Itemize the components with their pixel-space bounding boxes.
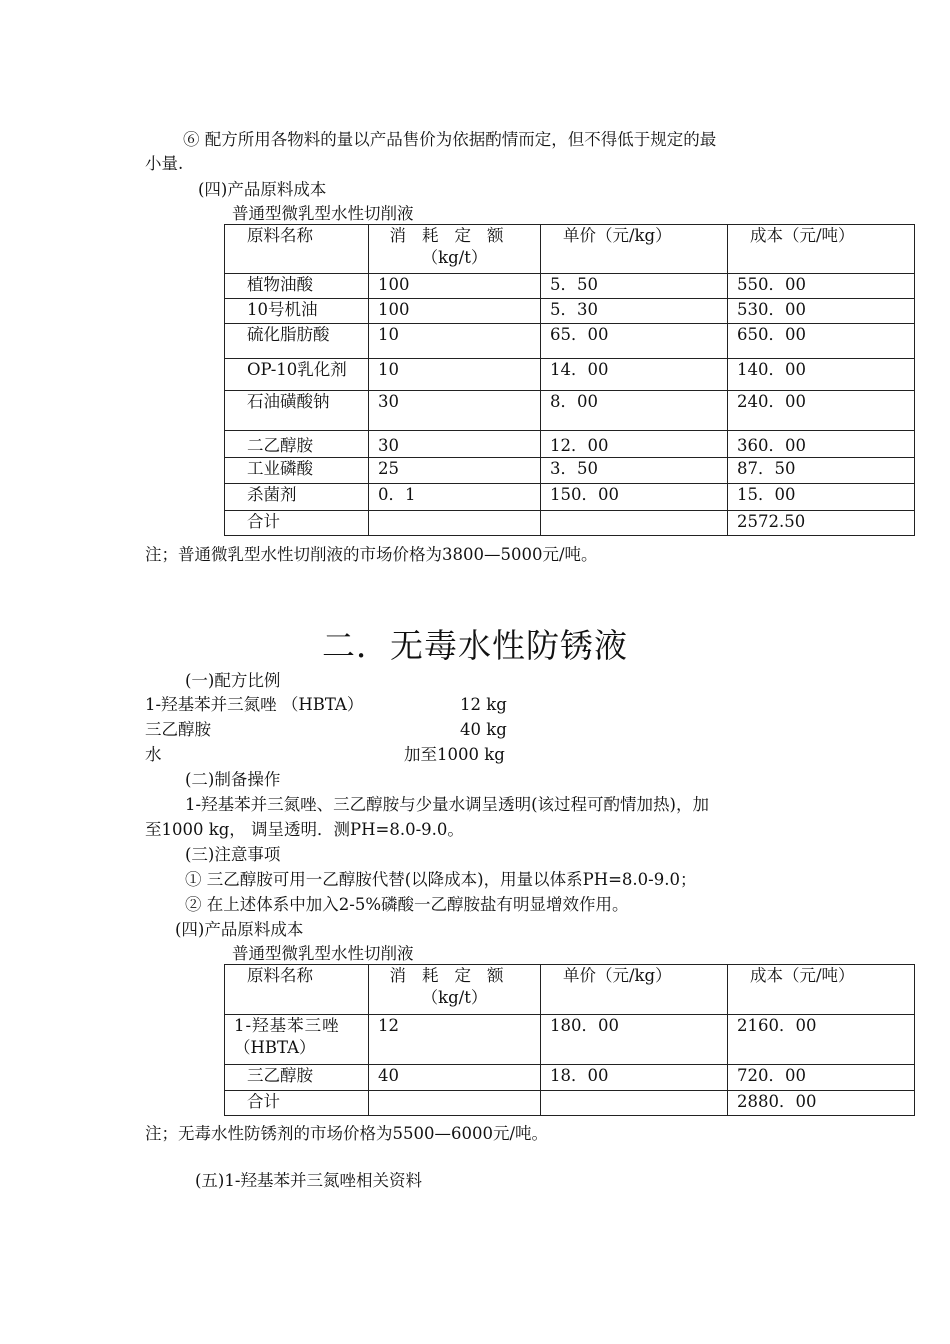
header-name: 原料名称 <box>225 225 369 274</box>
row-price: 18．00 <box>541 1065 728 1091</box>
row-name: 工业磷酸 <box>225 458 369 484</box>
row-qty <box>369 511 541 536</box>
row-qty: 25 <box>369 458 541 484</box>
row-price: 8．00 <box>541 391 728 431</box>
table-row <box>225 324 915 359</box>
row-qty: 30 <box>369 431 541 458</box>
heading-cost-1: (四)产品原料成本 <box>198 180 327 199</box>
cost-table-2 <box>224 964 915 1116</box>
table-row <box>225 484 915 511</box>
prep-line2: 至1000 kg， 调呈透明．测PH=8.0-9.0。 <box>145 820 464 839</box>
row-cost: 2880．00 <box>728 1091 915 1116</box>
row-cost: 140．00 <box>728 359 915 391</box>
row-cost: 87．50 <box>728 458 915 484</box>
row-cost: 550．00 <box>728 274 915 299</box>
header-qty <box>369 965 541 1015</box>
table-row <box>225 458 915 484</box>
table-header-row <box>225 965 915 1015</box>
notice-1: ① 三乙醇胺可用一乙醇胺代替(以降成本)，用量以体系PH=8.0-9.0； <box>185 870 697 889</box>
row-cost: 240．00 <box>728 391 915 431</box>
table-caption-1: 普通型微乳型水性切削液 <box>232 204 414 223</box>
row-price: 14．00 <box>541 359 728 391</box>
row-name: 硫化脂肪酸 <box>225 324 369 359</box>
table-row <box>225 299 915 324</box>
formula-amount-1: 12 kg <box>460 695 507 714</box>
heading-formula: (一)配方比例 <box>185 671 281 690</box>
row-qty: 10 <box>369 359 541 391</box>
table-row <box>225 274 915 299</box>
table-header-row <box>225 225 915 274</box>
row-price <box>541 511 728 536</box>
row-name: 植物油酸 <box>225 274 369 299</box>
formula-name-1: 1-羟基苯并三氮唑 （HBTA） <box>145 695 364 714</box>
heading-notice: (三)注意事项 <box>185 845 281 864</box>
header-qty <box>369 225 541 274</box>
row-qty: 30 <box>369 391 541 431</box>
header-cost: 成本（元/吨） <box>728 965 915 1015</box>
row-qty: 12 <box>369 1015 541 1065</box>
row-price: 150．00 <box>541 484 728 511</box>
table-row <box>225 391 915 431</box>
table-row-total <box>225 1091 915 1116</box>
row-cost: 360．00 <box>728 431 915 458</box>
row-name: 10号机油 <box>225 299 369 324</box>
header-qty-line2: （kg/t） <box>421 248 488 267</box>
row-name: 二乙醇胺 <box>225 431 369 458</box>
row-cost: 530．00 <box>728 299 915 324</box>
note-6-line2: 小量. <box>145 154 184 173</box>
header-cost: 成本（元/吨） <box>728 225 915 274</box>
row-name-line2: （HBTA） <box>234 1038 316 1057</box>
section-title: 二．无毒水性防锈液 <box>322 626 628 665</box>
prep-line1: 1-羟基苯并三氮唑、三乙醇胺与少量水调呈透明(该过程可酌情加热)，加 <box>185 795 709 814</box>
header-price: 单价（元/kg） <box>541 965 728 1015</box>
table-row <box>225 1015 915 1065</box>
row-name: 杀菌剂 <box>225 484 369 511</box>
table-row <box>225 359 915 391</box>
row-name: 三乙醇胺 <box>225 1065 369 1091</box>
note-6-line1: ⑥ 配方所用各物料的量以产品售价为依据酌情而定，但不得低于规定的最 <box>183 130 717 149</box>
row-qty: 100 <box>369 274 541 299</box>
row-price: 5．30 <box>541 299 728 324</box>
row-cost: 650．00 <box>728 324 915 359</box>
table-row-total <box>225 511 915 536</box>
table-row <box>225 1065 915 1091</box>
row-cost: 2160．00 <box>728 1015 915 1065</box>
row-name: OP-10乳化剂 <box>225 359 369 391</box>
row-cost: 720．00 <box>728 1065 915 1091</box>
row-qty: 40 <box>369 1065 541 1091</box>
row-qty: 0．1 <box>369 484 541 511</box>
footnote-2: 注；无毒水性防锈剂的市场价格为5500—6000元/吨。 <box>145 1124 549 1143</box>
row-name: 合计 <box>225 1091 369 1116</box>
formula-name-3: 水 <box>145 745 162 764</box>
heading-cost-2: (四)产品原料成本 <box>175 920 304 939</box>
row-price: 180．00 <box>541 1015 728 1065</box>
header-price: 单价（元/kg） <box>541 225 728 274</box>
table-caption-2: 普通型微乳型水性切削液 <box>232 944 414 963</box>
formula-name-2: 三乙醇胺 <box>145 720 211 739</box>
heading-prep: (二)制备操作 <box>185 770 281 789</box>
row-qty: 10 <box>369 324 541 359</box>
row-price: 5．50 <box>541 274 728 299</box>
heading-hbta-info: (五)1-羟基苯并三氮唑相关资料 <box>195 1171 422 1190</box>
header-qty-line2: （kg/t） <box>421 988 488 1007</box>
row-cost: 15．00 <box>728 484 915 511</box>
row-price: 65．00 <box>541 324 728 359</box>
row-cost: 2572.50 <box>728 511 915 536</box>
formula-amount-3: 加至1000 kg <box>404 745 505 764</box>
row-qty <box>369 1091 541 1116</box>
row-price: 3．50 <box>541 458 728 484</box>
row-price <box>541 1091 728 1116</box>
footnote-1: 注；普通微乳型水性切削液的市场价格为3800—5000元/吨。 <box>145 545 598 564</box>
row-name <box>225 1015 369 1065</box>
formula-amount-2: 40 kg <box>460 720 507 739</box>
header-qty-line1: 消耗定额 <box>389 966 520 985</box>
notice-2: ② 在上述体系中加入2-5%磷酸一乙醇胺盐有明显增效作用。 <box>185 895 629 914</box>
header-qty-line1: 消耗定额 <box>389 226 520 245</box>
table-row <box>225 431 915 458</box>
row-qty: 100 <box>369 299 541 324</box>
row-price: 12．00 <box>541 431 728 458</box>
header-name: 原料名称 <box>225 965 369 1015</box>
cost-table-1 <box>224 224 915 536</box>
row-name: 合计 <box>225 511 369 536</box>
row-name: 石油磺酸钠 <box>225 391 369 431</box>
row-name-line1: 1-羟基苯三唑 <box>234 1016 340 1035</box>
